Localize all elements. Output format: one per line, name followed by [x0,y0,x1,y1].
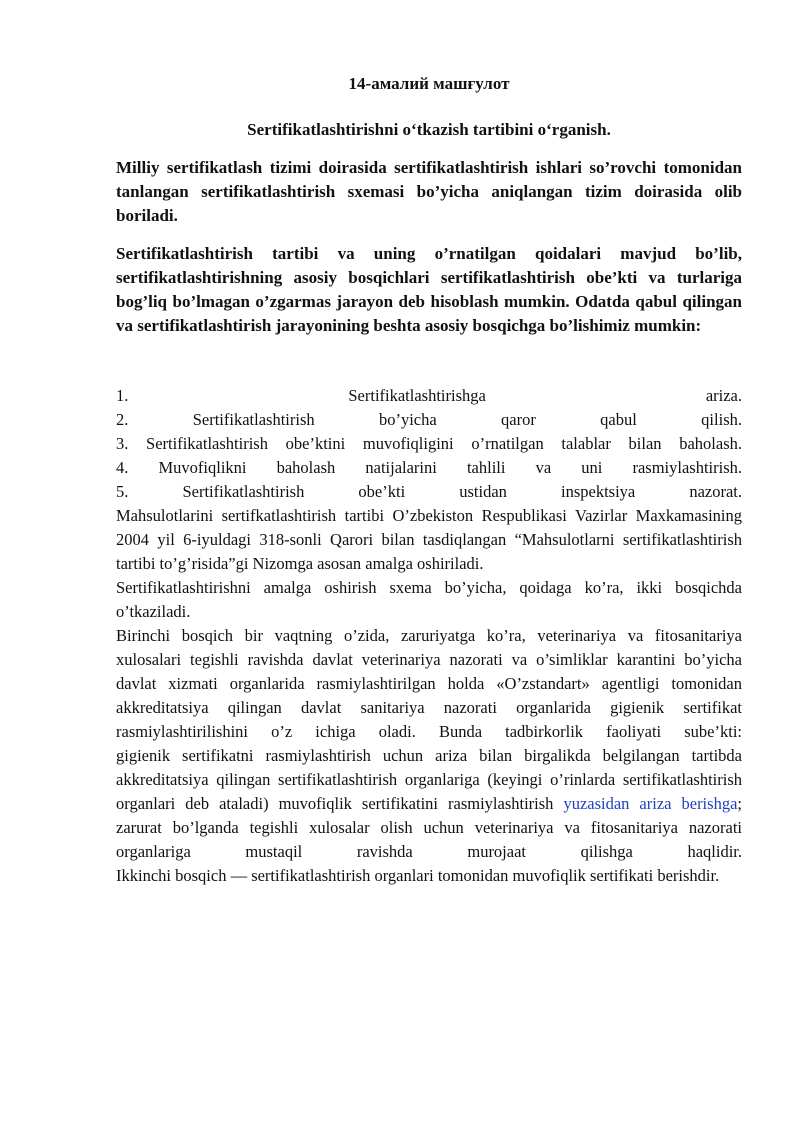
step-item-3: 3. Sertifikatlashtirish obe’ktini muvofiqligini o’rnatilgan talablar bilan baholash. [116,434,742,453]
step-item-5: 5. Sertifikatlashtirish obe’kti ustidan inspektsiya nazorat. [116,482,742,501]
hygiene-link[interactable]: yuzasidan ariza berishga [563,794,738,813]
document-content [116,72,742,888]
stage2-paragraph: Ikkinchi bosqich — sertifikatlashtirish organlari tomonidan muvofiqlik sertifikati berishdir. [116,866,720,885]
scheme-paragraph: Sertifikatlashtirishni amalga oshirish sxema bo’yicha, qoidaga ko’ra, ikki bosqichda o’tkaziladi. [116,578,742,621]
hygiene-paragraph [116,744,742,816]
step-item-1: 1. Sertifikatlashtirishga ariza. [116,386,742,405]
hygiene-end: ; [737,794,742,813]
step-item-2: 2. Sertifikatlashtirish bo’yicha qaror qabul qilish. [116,410,742,429]
intro-paragraph-1: Milliy sertifikatlash tizimi doirasida sertifikatlashtirish ishlari so’rovchi tomonidan tanlangan sertifikatlashtirish sxemasi bo’yicha aniqlangan tizim doirasida olib boriladi. [116,158,742,225]
stage1-paragraph: Birinchi bosqich bir vaqtning o’zida, zaruriyatga ko’ra, veterinariya va fitosanitariya xulosalari tegishli ravishda davlat veterinariya nazorati va o’simliklar karantini bo’yicha davlat xizmati organlarida rasmiylashtirilgan holda «O’zstandart» agentligi tomonidan akkreditatsiya qilingan davlat sanitariya nazorati organlarida gigienik sertifikat rasmiylashtirilishini o’z ichiga oladi. Bunda tadbirkorlik faoliyati sube’kti: [116,626,742,741]
step-item-4: 4. Muvofiqlikni baholash natijalarini tahlili va uni rasmiylashtirish. [116,458,742,477]
document-title: 14-амалий машғулот [348,74,510,93]
document-subtitle: Sertifikatlashtirishni o‘tkazish tartibini o‘rganish. [247,120,611,139]
regulation-paragraph: Mahsulotlarini sertifkatlashtirish tartibi O’zbekiston Respublikasi Vazirlar Maxkamasining 2004 yil 6-iyuldagi 318-sonli Qarori bilan tasdiqlangan “Mahsulotlarni sertifikatlashtirish tartibi to’g’risida”gi Nizomga asosan amalga oshiriladi. [116,506,742,573]
necessary-paragraph: zarurat bo’lganda tegishli xulosalar olish uchun veterinariya va fitosanitariya nazorati organlariga mustaqil ravishda murojaat qilishga haqlidir. [116,818,742,861]
hygiene-text: gigienik sertifikatni rasmiylashtirish uchun ariza bilan birgalikda belgilangan tartibda akkreditatsiya qilingan sertifikatlashtirish organlariga (keyingi o’rinlarda sertifikatlashtirish organlari deb ataladi) muvofiqlik sertifikatini rasmiylashtirish [116,746,742,813]
intro-paragraph-2: Sertifikatlashtirish tartibi va uning o’rnatilgan qoidalari mavjud bo’lib, sertifikatlashtirishning asosiy bosqichlari sertifikatlashtirish obe’kti va turlariga bog’liq bo’lmagan o’zgarmas jarayon deb hisoblash mumkin. Odatda qabul qilingan va sertifikatlashtirish jarayonining beshta asosiy bosqichga bo’lishimiz mumkin: [116,244,742,335]
